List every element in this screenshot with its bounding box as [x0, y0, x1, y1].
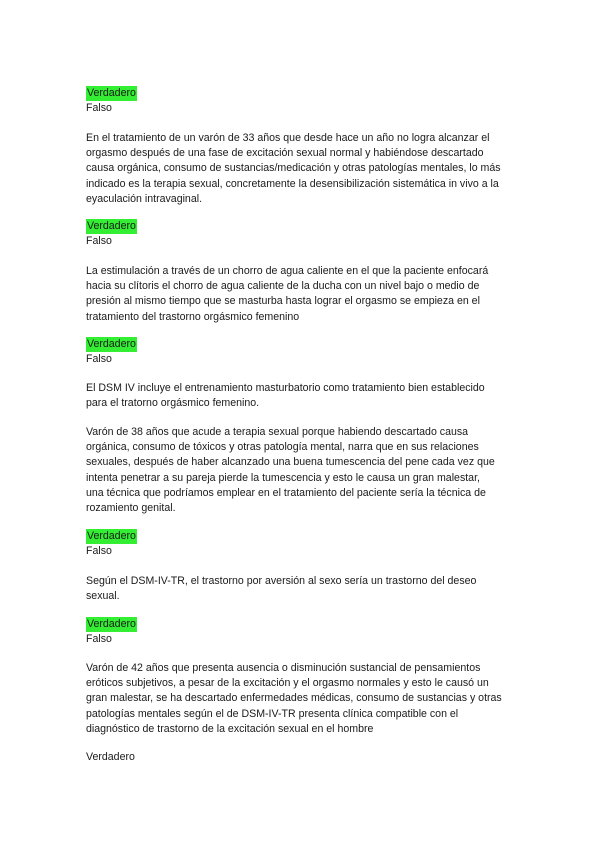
question-5: Según el DSM-IV-TR, el trastorno por aversión al sexo sería un trastorno del deseo sexual. — [86, 575, 477, 603]
question-2: La estimulación a través de un chorro de agua caliente en el que la paciente enfocará hacia su clítoris el chorro de agua caliente de la ducha con un nivel bajo o medio de presión al mismo tiempo que se masturba hasta lograr el orgasmo se empieza en el tratamiento del trastorno orgásmico femenino — [86, 265, 489, 323]
options-1 — [86, 86, 526, 116]
answer-option: Falso — [86, 102, 112, 115]
question-6: Varón de 42 años que presenta ausencia o disminución sustancial de pensamientos eróticos subjetivos, a pesar de la excitación y el orgasmo normales y esto le causó un gran malestar, se ha descartado enfermedades médicas, consumo de sustancias y otras patologías mentales según el de DSM-IV-TR presenta clínica compatible con el diagnóstico de trastorno de la excitación sexual en el hombre — [86, 662, 502, 735]
options-5 — [86, 617, 526, 647]
question-1: En el tratamiento de un varón de 33 años que desde hace un año no logra alcanzar el orgasmo después de una fase de excitación sexual normal y habiéndose descartado causa orgánica, consumo de sustancias/medicación y otras patologías mentales, lo más indicado es la terapia sexual, concretamente la desensibilización sistemática in vivo a la eyaculación intravaginal. — [86, 132, 501, 205]
question-3: El DSM IV incluye el entrenamiento masturbatorio como tratamiento bien establecido para el tratorno orgásmico femenino. — [86, 382, 485, 410]
options-2 — [86, 219, 526, 249]
correct-answer-highlight: Verdadero — [86, 219, 137, 234]
answer-option: Falso — [86, 353, 112, 366]
answer-option: Falso — [86, 235, 112, 248]
correct-answer-highlight: Verdadero — [86, 337, 137, 352]
answer-option: Falso — [86, 545, 112, 558]
options-3 — [86, 337, 526, 367]
correct-answer-highlight: Verdadero — [86, 617, 137, 632]
question-4: Varón de 38 años que acude a terapia sexual porque habiendo descartado causa orgánica, consumo de tóxicos y otras patología mental, narra que en sus relaciones sexuales, después de haber alcanzado una buena tumescencia del pene cada vez que intenta penetrar a su pareja pierde la tumescencia y esto le causa un gran malestar, una técnica que podríamos emplear en el tratamiento del paciente sería la técnica de rozamiento genital. — [86, 426, 495, 515]
correct-answer-highlight: Verdadero — [86, 86, 137, 101]
correct-answer-highlight: Verdadero — [86, 529, 137, 544]
answer-option: Falso — [86, 633, 112, 646]
options-4 — [86, 529, 526, 559]
final-answer: Verdadero — [86, 751, 135, 763]
